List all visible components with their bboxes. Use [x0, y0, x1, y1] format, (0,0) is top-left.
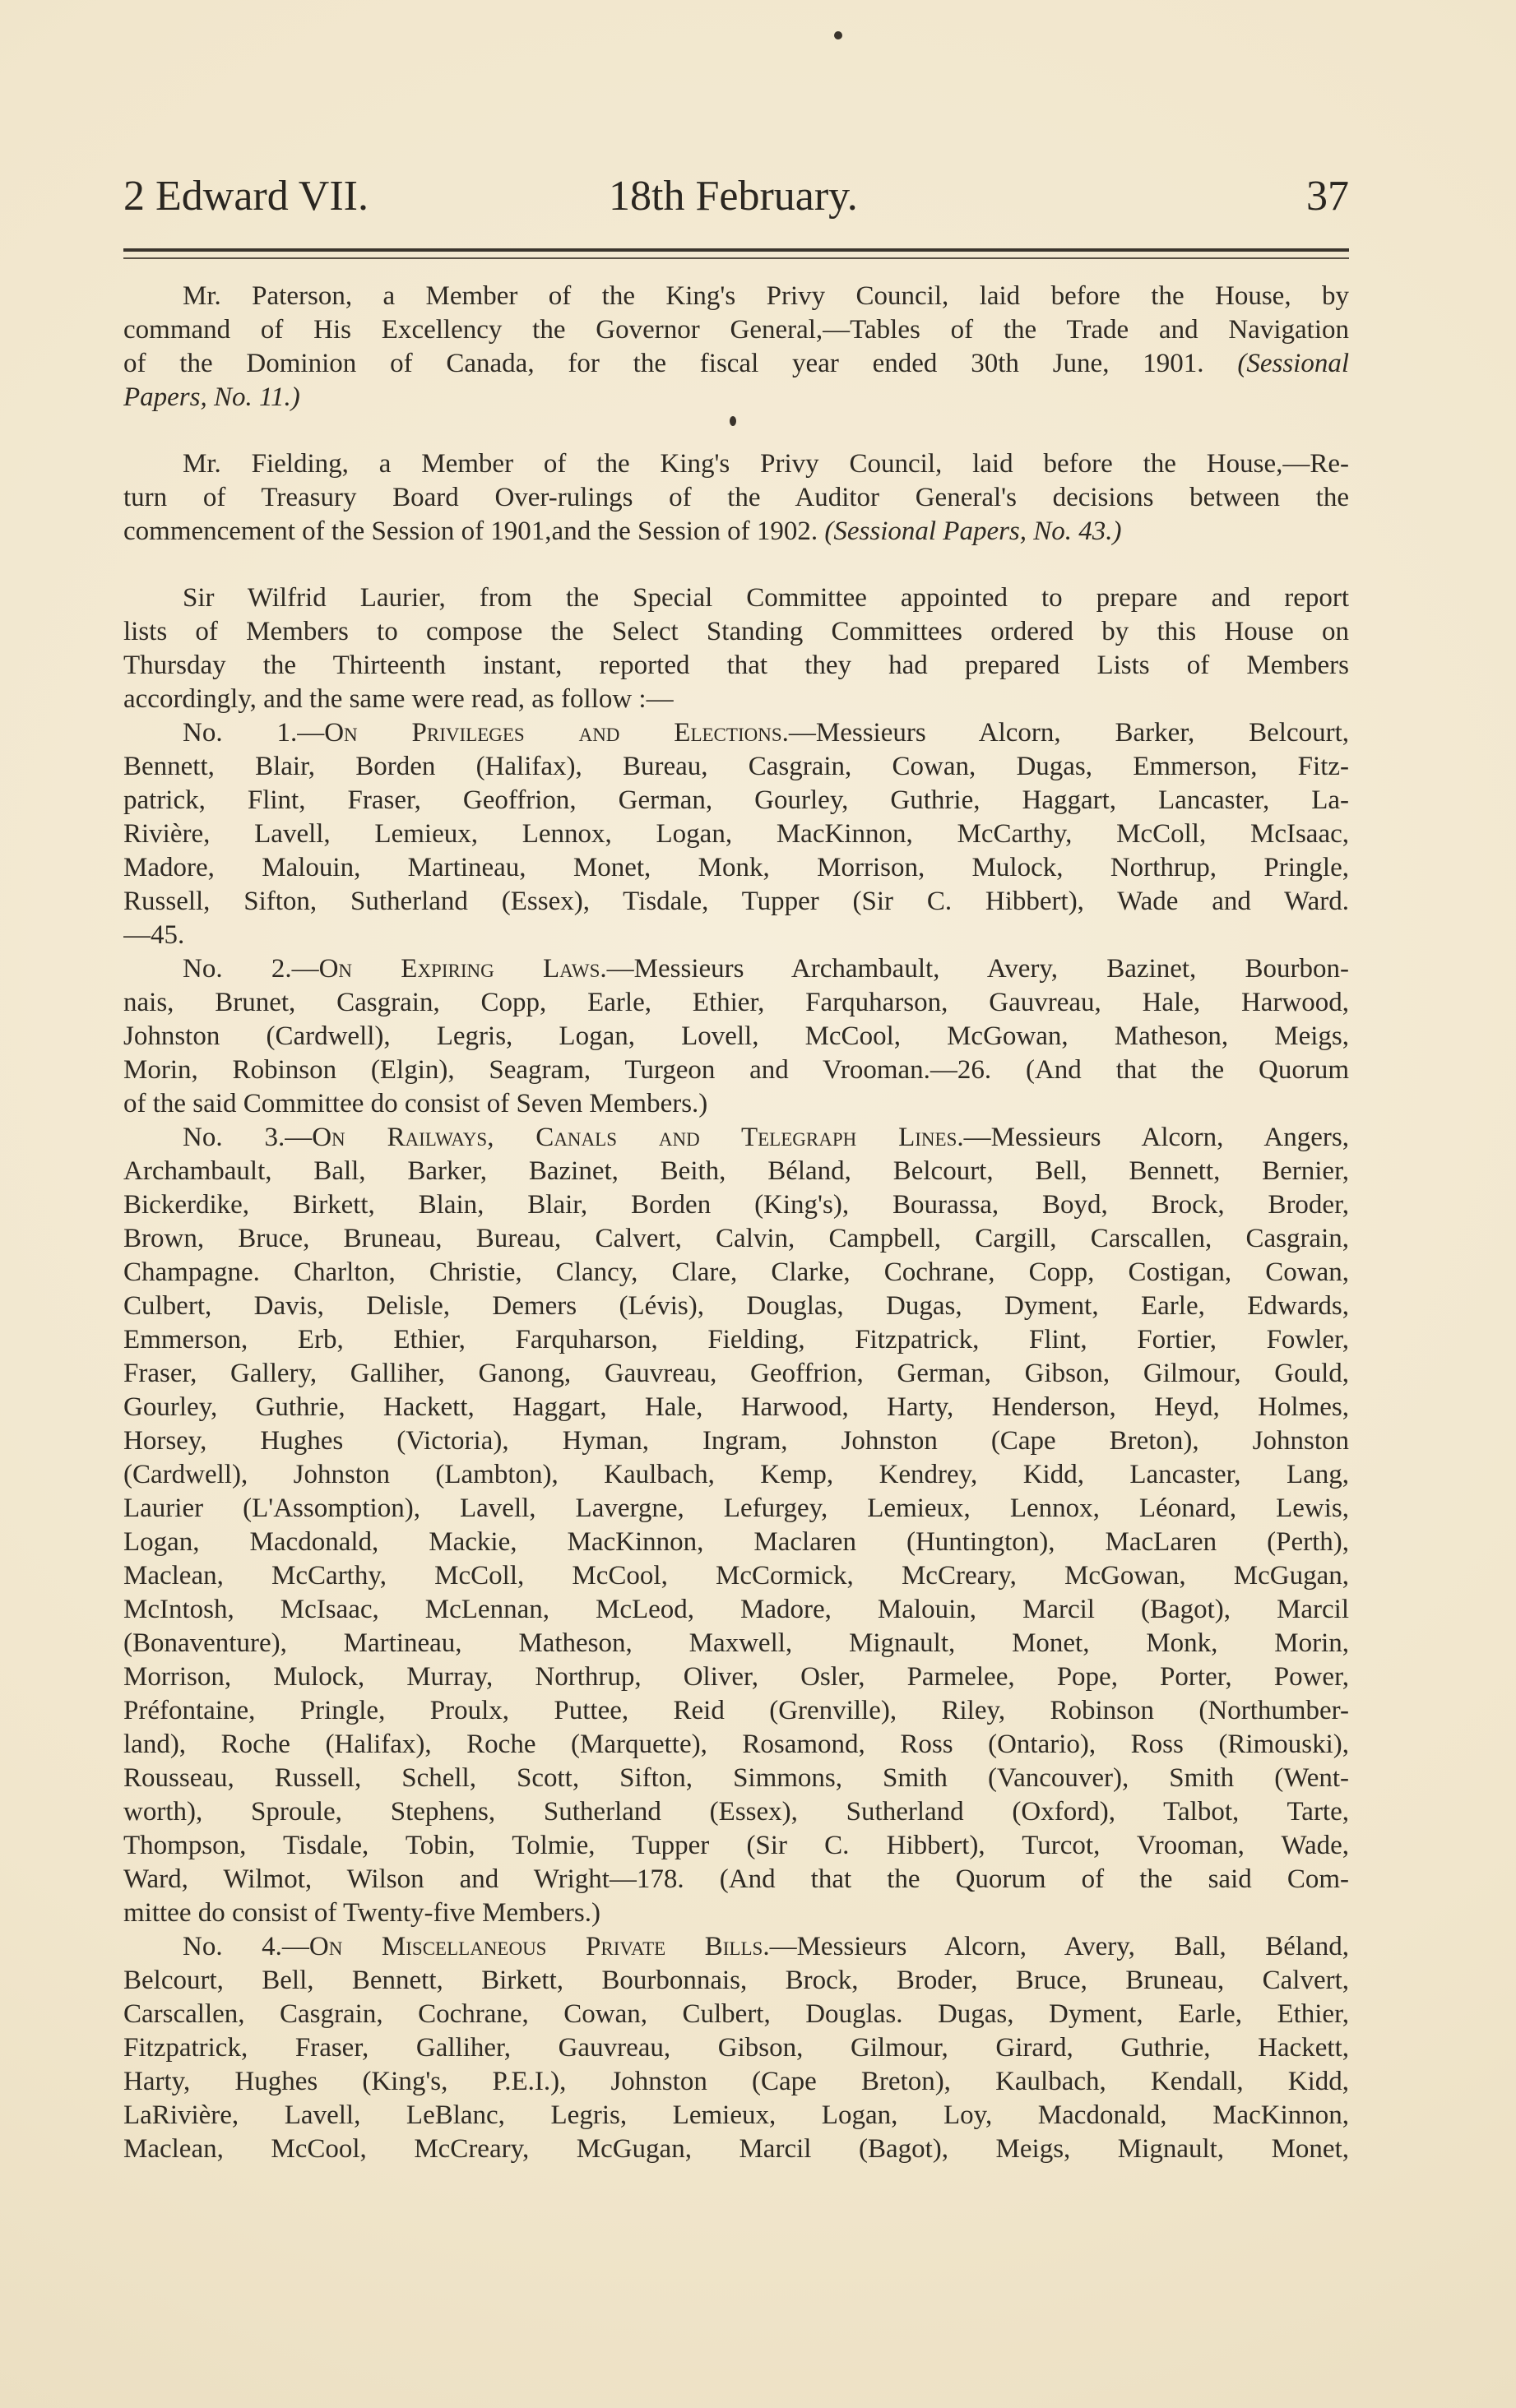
text-span: —Messieurs Alcorn, Avery, Ball, Béland, [769, 1932, 1349, 1961]
text-span: —Messieurs Alcorn, Barker, Belcourt, [788, 718, 1349, 748]
text-line: Sir Wilfrid Laurier, from the Special Committee appointed to prepare and report [183, 583, 1349, 613]
text-line: Mr. Paterson, a Member of the King's Privy Council, laid before the House, by [183, 281, 1349, 311]
text-line: Rivière, Lavell, Lemieux, Lennox, Logan, MacKinnon, McCarthy, McColl, McIsaac, [123, 819, 1349, 849]
text-line: Russell, Sifton, Sutherland (Essex), Tisdale, Tupper (Sir C. Hibbert), Wade and Ward. [123, 887, 1349, 916]
text-line: Harty, Hughes (King's, P.E.I.), Johnston (Cape Breton), Kaulbach, Kendall, Kidd, [123, 2067, 1349, 2096]
committee-expiring-laws [123, 952, 1349, 1121]
text-line: Maclean, McCarthy, McColl, McCool, McCormick, McCreary, McGowan, McGugan, [123, 1561, 1349, 1591]
text-line: McIntosh, McIsaac, McLennan, McLeod, Madore, Malouin, Marcil (Bagot), Marcil [123, 1595, 1349, 1624]
text-line: Préfontaine, Pringle, Proulx, Puttee, Reid (Grenville), Riley, Robinson (Northumber- [123, 1696, 1349, 1725]
text-span: —Messieurs Alcorn, Angers, [963, 1123, 1349, 1152]
text-line: Brown, Bruce, Bruneau, Bureau, Calvert, Calvin, Campbell, Cargill, Carscallen, Casgrain, [123, 1224, 1349, 1253]
text-line: Culbert, Davis, Delisle, Demers (Lévis), Douglas, Dugas, Dyment, Earle, Edwards, [123, 1291, 1349, 1321]
text-line [123, 347, 1349, 381]
text-line: worth), Sproule, Stephens, Sutherland (Essex), Sutherland (Oxford), Talbot, Tarte, [123, 1797, 1349, 1827]
text-line: —45. [123, 920, 185, 950]
text-line: Ward, Wilmot, Wilson and Wright—178. (And that the Quorum of the said Com- [123, 1864, 1349, 1894]
text-span: —Messieurs Archambault, Avery, Bazinet, Bourbon- [606, 954, 1349, 984]
paragraph-laurier-report [123, 581, 1349, 716]
committee-title: On Expiring Laws. [318, 954, 607, 984]
text-line [123, 515, 1349, 549]
paragraph-fielding-return [123, 447, 1349, 549]
text-line: Gourley, Guthrie, Hackett, Haggart, Hale, Harwood, Harty, Henderson, Heyd, Holmes, [123, 1392, 1349, 1422]
text-line: Carscallen, Casgrain, Cochrane, Cowan, Culbert, Douglas. Dugas, Dyment, Earle, Ethier, [123, 1999, 1349, 2029]
text-line: Archambault, Ball, Barker, Bazinet, Beith, Béland, Belcourt, Bell, Bennett, Bernier, [123, 1156, 1349, 1186]
header-date: 18th February. [609, 173, 858, 220]
committee-railways-canals-telegraph [123, 1121, 1349, 1930]
text-line: Maclean, McCool, McCreary, McGugan, Marcil (Bagot), Meigs, Mignault, Monet, [123, 2134, 1349, 2164]
text-line: (Cardwell), Johnston (Lambton), Kaulbach, Kemp, Kendrey, Kidd, Lancaster, Lang, [123, 1460, 1349, 1489]
text-line: land), Roche (Halifax), Roche (Marquette), Rosamond, Ross (Ontario), Ross (Rimouski), [123, 1730, 1349, 1759]
text-line: of the said Committee do consist of Seven Members.) [123, 1089, 708, 1118]
text-line [123, 952, 1349, 986]
text-line: (Bonaventure), Martineau, Matheson, Maxwell, Mignault, Monet, Monk, Morin, [123, 1628, 1349, 1658]
text-line: Thompson, Tisdale, Tobin, Tolmie, Tupper (Sir C. Hibbert), Turcot, Vrooman, Wade, [123, 1831, 1349, 1860]
text-span: commencement of the Session of 1901,and the Session of 1902. [123, 516, 818, 546]
text-line: patrick, Flint, Fraser, Geoffrion, German, Gourley, Guthrie, Haggart, Lancaster, La- [123, 785, 1349, 815]
sessional-paper-ref: Papers, No. 11.) [123, 382, 300, 412]
text-line [123, 1121, 1349, 1155]
text-line [123, 716, 1349, 750]
header-regnal-year: 2 Edward VII. [123, 173, 369, 220]
text-line: Belcourt, Bell, Bennett, Birkett, Bourbonnais, Brock, Broder, Bruce, Bruneau, Calvert, [123, 1966, 1349, 1995]
text-line: nais, Brunet, Casgrain, Copp, Earle, Ethier, Farquharson, Gauvreau, Hale, Harwood, [123, 988, 1349, 1017]
text-line: command of His Excellency the Governor General,—Tables of the Trade and Navigation [123, 315, 1349, 345]
header-rule-thin [123, 257, 1349, 259]
committee-title: On Privileges and Elections. [324, 718, 789, 748]
committee-title: On Railways, Canals and Telegraph Lines. [312, 1123, 964, 1152]
committee-privileges-elections [123, 716, 1349, 952]
ink-dot-mark-small [730, 416, 736, 426]
text-line: Rousseau, Russell, Schell, Scott, Sifton, Simmons, Smith (Vancouver), Smith (Went- [123, 1763, 1349, 1793]
text-line: Mr. Fielding, a Member of the King's Privy Council, laid before the House,—Re- [183, 449, 1349, 479]
committee-title: On Miscellaneous Private Bills. [308, 1932, 770, 1961]
text-line: Bennett, Blair, Borden (Halifax), Bureau, Casgrain, Cowan, Dugas, Emmerson, Fitz- [123, 752, 1349, 781]
text-line: turn of Treasury Board Over-rulings of the Auditor General's decisions between the [123, 483, 1349, 512]
ink-dot-spacer [123, 414, 1349, 433]
text-line: Champagne. Charlton, Christie, Clancy, Clare, Clarke, Cochrane, Copp, Costigan, Cowan, [123, 1257, 1349, 1287]
text-line: mittee do consist of Twenty-five Members.) [123, 1898, 600, 1928]
text-line: Madore, Malouin, Martineau, Monet, Monk, Morrison, Mulock, Northrup, Pringle, [123, 853, 1349, 882]
header-rule-thick [123, 248, 1349, 252]
text-line: Horsey, Hughes (Victoria), Hyman, Ingram, Johnston (Cape Breton), Johnston [123, 1426, 1349, 1456]
text-line: LaRivière, Lavell, LeBlanc, Legris, Lemieux, Logan, Loy, Macdonald, MacKinnon, [123, 2100, 1349, 2130]
text-line: Logan, Macdonald, Mackie, MacKinnon, Maclaren (Huntington), MacLaren (Perth), [123, 1527, 1349, 1557]
running-header [123, 171, 1349, 229]
committee-number: No. 4.— [183, 1932, 309, 1961]
committee-number: No. 3.— [183, 1123, 313, 1152]
text-line: Thursday the Thirteenth instant, reported that they had prepared Lists of Members [123, 651, 1349, 680]
committee-number: No. 2.— [183, 954, 319, 984]
committee-number: No. 1.— [183, 718, 325, 748]
sessional-paper-ref: (Sessional Papers, No. 43.) [824, 516, 1122, 546]
text-span: of the Dominion of Canada, for the fiscal year ended 30th June, 1901. [123, 349, 1204, 378]
header-page-number: 37 [1306, 173, 1349, 220]
text-line: Fraser, Gallery, Galliher, Ganong, Gauvreau, Geoffrion, German, Gibson, Gilmour, Gould, [123, 1359, 1349, 1388]
text-line: accordingly, and the same were read, as follow :— [123, 684, 674, 714]
text-line [123, 1930, 1349, 1964]
ink-dot-mark [834, 31, 842, 39]
text-line: Laurier (L'Assomption), Lavell, Lavergne, Lefurgey, Lemieux, Lennox, Léonard, Lewis, [123, 1493, 1349, 1523]
text-line: Bickerdike, Birkett, Blain, Blair, Borden (King's), Bourassa, Boyd, Brock, Broder, [123, 1190, 1349, 1220]
sessional-paper-ref: (Sessional [1237, 349, 1349, 378]
committee-miscellaneous-private-bills [123, 1930, 1349, 2166]
text-line: Johnston (Cardwell), Legris, Logan, Lovell, McCool, McGowan, Matheson, Meigs, [123, 1021, 1349, 1051]
text-line: Morin, Robinson (Elgin), Seagram, Turgeon and Vrooman.—26. (And that the Quorum [123, 1055, 1349, 1085]
text-line: Fitzpatrick, Fraser, Galliher, Gauvreau, Gibson, Gilmour, Girard, Guthrie, Hackett, [123, 2033, 1349, 2063]
text-line: Morrison, Mulock, Murray, Northrup, Oliver, Osler, Parmelee, Pope, Porter, Power, [123, 1662, 1349, 1692]
journal-body [123, 280, 1349, 2166]
paragraph-paterson-tables [123, 280, 1349, 414]
text-line: lists of Members to compose the Select Standing Committees ordered by this House on [123, 617, 1349, 646]
text-line: Emmerson, Erb, Ethier, Farquharson, Fielding, Fitzpatrick, Flint, Fortier, Fowler, [123, 1325, 1349, 1354]
